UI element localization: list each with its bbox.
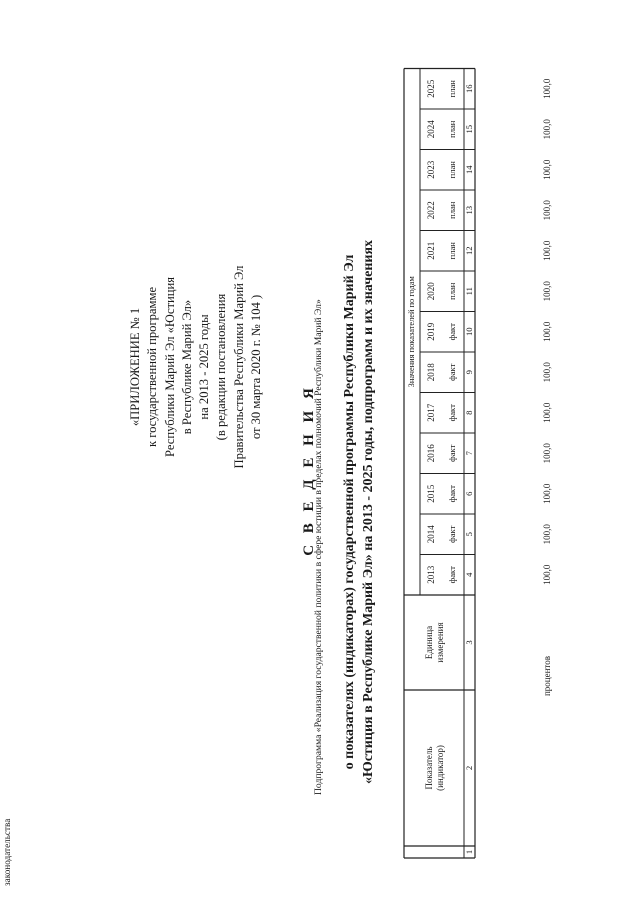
indicator-name: законодательства bbox=[1, 818, 12, 886]
indicator-value: 100,0 bbox=[542, 321, 553, 342]
type-label: факт bbox=[446, 566, 457, 584]
column-number: 9 bbox=[463, 370, 474, 375]
indicator-value: 100,0 bbox=[542, 159, 553, 180]
indicator-value: 100,0 bbox=[542, 119, 553, 140]
header-unit: измерения bbox=[435, 622, 446, 663]
header-name: Показатель bbox=[424, 746, 435, 790]
type-label: план bbox=[446, 201, 457, 219]
header-name: (индикатор) bbox=[435, 745, 446, 791]
type-label: план bbox=[446, 242, 457, 260]
indicator-value: 100,0 bbox=[542, 78, 553, 99]
subtitle-line-1: о показателях (индикаторах) государственной программы Республики Марий Эл bbox=[342, 254, 357, 770]
year-label: 2013 bbox=[426, 565, 437, 584]
annex-line: «ПРИЛОЖЕНИЕ № 1 bbox=[128, 307, 142, 427]
indicator-value: 100,0 bbox=[542, 200, 553, 221]
column-number: 12 bbox=[463, 246, 474, 256]
type-label: факт bbox=[446, 404, 457, 422]
type-label: факт bbox=[446, 485, 457, 503]
header-values: Значения показателей по годам bbox=[406, 276, 416, 388]
year-label: 2017 bbox=[426, 403, 437, 422]
year-label: 2021 bbox=[426, 241, 437, 260]
document-title: С В Е Д Е Н И Я bbox=[301, 384, 317, 556]
type-label: план bbox=[446, 161, 457, 179]
year-label: 2024 bbox=[426, 120, 437, 139]
column-number: 11 bbox=[463, 287, 474, 296]
annex-line: (в редакции постановления bbox=[214, 293, 229, 441]
column-number: 13 bbox=[463, 205, 474, 215]
annex-line: к государственной программе bbox=[145, 286, 160, 448]
year-label: 2018 bbox=[426, 363, 437, 382]
year-label: 2025 bbox=[426, 79, 437, 98]
indicator-value: 100,0 bbox=[542, 524, 553, 545]
subprogram-title: Подпрограмма «Реализация государственной политики в сфере юстиции в пределах полномочий Республики Марий Эл» bbox=[313, 299, 324, 795]
year-label: 2023 bbox=[426, 160, 437, 179]
annex-line: Республики Марий Эл «Юстиция bbox=[162, 277, 177, 457]
type-label: факт bbox=[446, 525, 457, 543]
year-label: 2014 bbox=[426, 525, 437, 544]
indicator-value: 100,0 bbox=[542, 362, 553, 383]
column-number: 1 bbox=[463, 849, 474, 855]
indicator-value: 100,0 bbox=[542, 483, 553, 504]
type-label: факт bbox=[446, 323, 457, 341]
column-number: 2 bbox=[463, 765, 474, 771]
indicator-value: 100,0 bbox=[542, 240, 553, 261]
column-number: 4 bbox=[463, 572, 474, 577]
indicator-value: 100,0 bbox=[542, 281, 553, 302]
annex-line: в Республике Марий Эл» bbox=[179, 299, 194, 435]
indicator-value: 100,0 bbox=[542, 443, 553, 464]
type-label: план bbox=[446, 80, 457, 98]
column-number: 7 bbox=[463, 451, 474, 456]
year-label: 2019 bbox=[426, 322, 437, 341]
column-number: 15 bbox=[463, 124, 474, 134]
subtitle-line-2: «Юстиция в Республике Марий Эл» на 2013 - 2025 годы, подпрограмм и их значениях bbox=[361, 239, 376, 785]
type-label: план bbox=[446, 120, 457, 138]
column-number: 3 bbox=[463, 640, 474, 645]
column-number: 5 bbox=[463, 532, 474, 537]
year-label: 2016 bbox=[426, 444, 437, 463]
column-number: 6 bbox=[463, 491, 474, 496]
column-number: 8 bbox=[463, 410, 474, 415]
year-label: 2022 bbox=[426, 201, 437, 220]
column-number: 10 bbox=[463, 327, 474, 337]
annex-line: на 2013 - 2025 годы bbox=[197, 314, 212, 420]
indicator-value: 100,0 bbox=[542, 564, 553, 585]
annex-line: Правительства Республики Марий Эл bbox=[231, 265, 246, 469]
table-row bbox=[0, 760, 57, 900]
year-label: 2015 bbox=[426, 484, 437, 503]
type-label: факт bbox=[446, 444, 457, 462]
indicator-value: 100,0 bbox=[542, 402, 553, 423]
type-label: факт bbox=[446, 363, 457, 381]
column-number: 16 bbox=[463, 84, 474, 94]
header-unit: Единица bbox=[424, 625, 435, 660]
unit-value: процентов bbox=[542, 655, 553, 697]
type-label: план bbox=[446, 282, 457, 300]
column-number: 14 bbox=[463, 165, 474, 175]
year-label: 2020 bbox=[426, 282, 437, 301]
annex-line: от 30 марта 2020 г. № 104 ) bbox=[249, 294, 264, 440]
